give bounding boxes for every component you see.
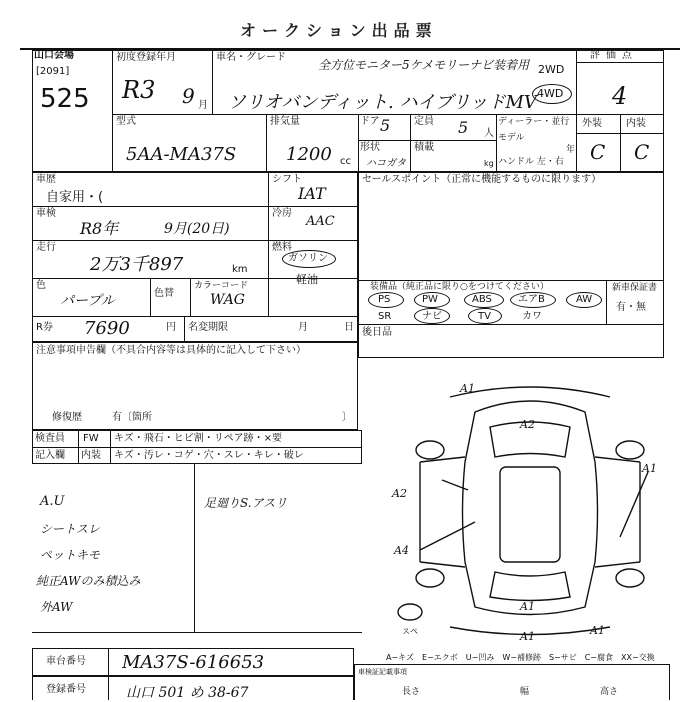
car-rear-window bbox=[490, 572, 570, 601]
mileage-unit: km bbox=[232, 264, 248, 275]
shift-value: IAT bbox=[298, 184, 326, 203]
comment-line-1: A.U bbox=[40, 494, 65, 509]
fuel-gas: ガソリン bbox=[288, 253, 328, 264]
damage-mark-hood: A2 bbox=[520, 418, 535, 431]
color-code-label: カラーコード bbox=[194, 281, 249, 291]
cert-label: 車検証記載事項 bbox=[358, 668, 407, 676]
equip-leather: カワ bbox=[522, 311, 542, 322]
ac-value: AAC bbox=[306, 214, 335, 229]
dealer-label: ディーラー・並行 bbox=[498, 117, 570, 127]
equip-aw: AW bbox=[576, 294, 593, 305]
selling-points-box bbox=[358, 172, 664, 358]
inspector-fw-codes: キズ・飛石・ヒビ割・リペア跡・×要 bbox=[114, 433, 282, 444]
displacement-label: 排気量 bbox=[270, 116, 300, 127]
repair-close: 〕 bbox=[342, 412, 352, 423]
equip-tv: TV bbox=[478, 311, 491, 322]
score-value: 4 bbox=[612, 82, 628, 110]
registration-value: 山口 501 め 38-67 bbox=[126, 685, 249, 701]
wheel-rear-right bbox=[616, 569, 644, 587]
after-install-label: 後日品 bbox=[362, 327, 392, 338]
height-label: 高さ bbox=[600, 687, 619, 697]
comment-line-5: 外AW bbox=[40, 600, 73, 614]
name-label: 車名・グレード bbox=[216, 52, 286, 63]
equip-ps: PS bbox=[378, 294, 391, 305]
yen-label: 円 bbox=[166, 322, 176, 333]
fuel-diesel: 軽油 bbox=[296, 273, 318, 286]
door-label: ドア bbox=[360, 116, 380, 127]
mileage-value: 2万3千897 bbox=[90, 254, 184, 275]
comment-line-3: ペットキモ bbox=[40, 548, 101, 562]
inspector-fw: FW bbox=[83, 433, 99, 444]
inspection-month: 9月(20日) bbox=[164, 221, 230, 237]
capacity-label: 定員 bbox=[414, 116, 434, 127]
guarantee-label: 新車保証書 bbox=[612, 283, 658, 293]
load-label: 積載 bbox=[414, 142, 434, 153]
registration-label: 登録番号 bbox=[46, 684, 86, 695]
options-note: 全方位モニター5ケメモリーナビ装着用 bbox=[318, 58, 530, 72]
equipment-label: 装備品（純正品に限り○をつけてください） bbox=[370, 282, 549, 292]
selling-points-label: セールスポイント（正常に機能するものに限ります） bbox=[362, 174, 602, 185]
door-value: 5 bbox=[380, 116, 391, 135]
damage-mark-front: A1 bbox=[460, 382, 475, 395]
inspection-label: 車検 bbox=[36, 208, 56, 219]
interior-grade: C bbox=[634, 140, 650, 164]
inspector-label: 検査員 bbox=[35, 433, 65, 444]
guarantee-value: 有・無 bbox=[616, 302, 646, 313]
name-change-day: 日 bbox=[344, 322, 354, 333]
ac-label: 冷房 bbox=[272, 208, 292, 219]
auction-label: 山口会場 bbox=[34, 50, 74, 61]
comment-line-4: 純正AWのみ積込み bbox=[36, 574, 141, 588]
page-title: オークション出品票 bbox=[240, 21, 438, 40]
chassis-value: MA37S-616653 bbox=[122, 652, 265, 673]
damage-mark-rear-right: A1 bbox=[590, 624, 605, 637]
damage-mark-left-door: A2 bbox=[392, 487, 407, 500]
history-value: 自家用・( bbox=[46, 190, 104, 205]
model-year-label: モデル bbox=[498, 133, 525, 143]
color-value: パープル bbox=[60, 293, 115, 309]
damage-pointer-3 bbox=[620, 472, 648, 537]
chassis-label: 車台番号 bbox=[46, 656, 86, 667]
wheel-front-right bbox=[616, 441, 644, 459]
name-change-label: 名変期限 bbox=[188, 322, 228, 333]
interior-label: 内装 bbox=[626, 118, 646, 129]
inspection-value: R8年 bbox=[80, 219, 119, 238]
equip-airbag: エアB bbox=[518, 294, 545, 305]
year-label: 年 bbox=[566, 145, 576, 155]
length-label: 長さ bbox=[402, 687, 421, 697]
color-code-value: WAG bbox=[210, 292, 245, 308]
car-left-side bbox=[420, 457, 465, 567]
name-change-month: 月 bbox=[298, 322, 308, 333]
width-label: 幅 bbox=[520, 687, 530, 697]
notes-label: 注意事項申告欄（不具合内容等は具体的に記入して下さい） bbox=[36, 345, 306, 356]
shape-label: 形状 bbox=[360, 142, 380, 153]
car-right-side bbox=[595, 457, 640, 567]
drive-4wd: 4WD bbox=[537, 87, 564, 100]
cc-unit: cc bbox=[340, 156, 351, 167]
wheel-front-left bbox=[416, 441, 444, 459]
score-label: 評価点 bbox=[590, 50, 638, 61]
comment-right: 足廻りS.アスリ bbox=[204, 496, 288, 510]
damage-legend: A−キズ E−エクボ U−凹み W−補修跡 S−サビ C−腐食 XX−交換 bbox=[386, 653, 655, 662]
load-unit: kg bbox=[484, 159, 494, 168]
damage-mark-rear: A1 bbox=[520, 600, 535, 613]
history-label: 車歴 bbox=[36, 174, 56, 185]
fuel-label: 燃料 bbox=[272, 242, 292, 253]
color-change-label: 色替 bbox=[154, 288, 174, 299]
model-name: ソリオバンディット. ハイブリッドMV bbox=[228, 92, 537, 113]
shape-value: ハコガタ bbox=[366, 158, 406, 169]
spare-label: スペ bbox=[402, 627, 418, 636]
drive-2wd: 2WD bbox=[538, 63, 565, 76]
spare-tire bbox=[398, 604, 422, 620]
handle-label: ハンドル 左・右 bbox=[498, 157, 564, 167]
recycle-label: R券 bbox=[36, 322, 53, 333]
color-label: 色 bbox=[36, 280, 46, 291]
damage-mark-left-rear: A4 bbox=[394, 544, 409, 557]
equip-navi: ナビ bbox=[422, 311, 442, 322]
entry-label: 記入欄 bbox=[35, 450, 65, 461]
wheel-rear-left bbox=[416, 569, 444, 587]
shift-label: シフト bbox=[272, 174, 302, 185]
equip-sr: SR bbox=[378, 311, 392, 322]
damage-mark-rear-bumper: A1 bbox=[520, 630, 535, 642]
inspector-interior-codes: キズ・汚レ・コゲ・穴・スレ・キレ・破レ bbox=[114, 450, 304, 461]
type-value: 5AA-MA37S bbox=[126, 144, 237, 165]
equip-abs: ABS bbox=[472, 294, 492, 305]
car-damage-diagram bbox=[380, 372, 680, 642]
inspector-interior: 内装 bbox=[81, 450, 101, 461]
displacement-value: 1200 bbox=[286, 144, 332, 165]
repair-value: 有〔箇所 bbox=[112, 412, 152, 423]
car-roof bbox=[500, 467, 560, 562]
auction-code: [2091] bbox=[36, 66, 70, 77]
comment-line-2: シートスレ bbox=[40, 522, 100, 536]
month-unit: 月 bbox=[198, 100, 208, 111]
mileage-label: 走行 bbox=[36, 242, 56, 253]
repair-label: 修復歴 bbox=[52, 412, 82, 423]
capacity-unit: 人 bbox=[484, 128, 494, 139]
first-reg-month: 9 bbox=[182, 84, 195, 108]
lot-number: 525 bbox=[40, 84, 90, 114]
damage-pointer-2 bbox=[420, 522, 475, 550]
exterior-grade: C bbox=[590, 140, 606, 164]
car-top-outline bbox=[463, 401, 598, 615]
first-reg-label: 初度登録年月 bbox=[116, 52, 176, 63]
type-label: 型式 bbox=[116, 116, 136, 127]
damage-mark-left-front: A1 bbox=[642, 462, 657, 475]
capacity-value: 5 bbox=[458, 118, 469, 137]
first-reg-year: R3 bbox=[122, 76, 156, 104]
recycle-value: 7690 bbox=[84, 318, 130, 339]
equip-pw: PW bbox=[422, 294, 438, 305]
exterior-label: 外装 bbox=[582, 118, 602, 129]
